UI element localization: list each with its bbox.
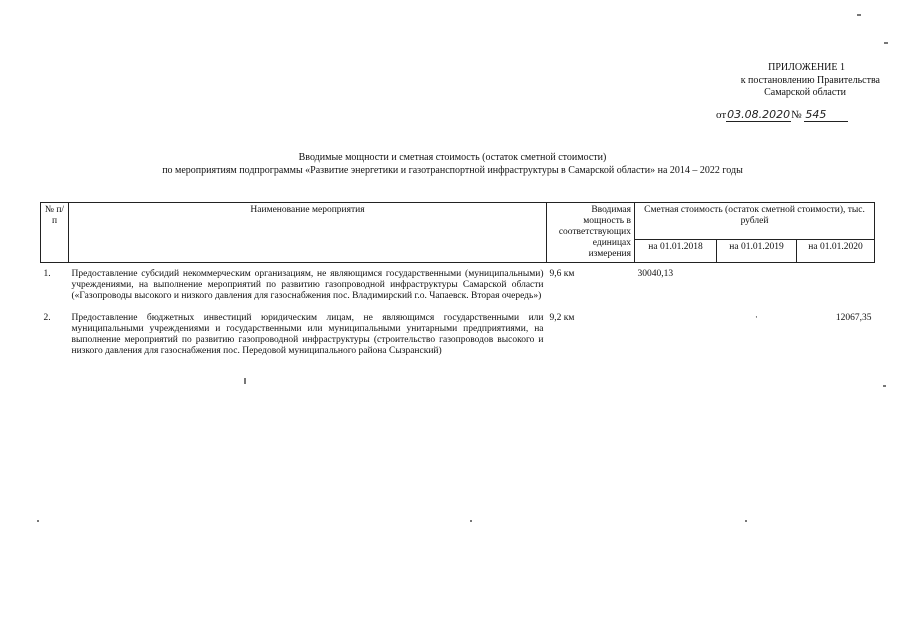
row-value-2018: [635, 302, 717, 357]
appendix-title: ПРИЛОЖЕНИЕ 1: [768, 62, 845, 73]
handwritten-number: 545: [804, 108, 848, 122]
header-2020: на 01.01.2020: [797, 240, 875, 263]
table-row: [41, 302, 875, 357]
row-num: 2.: [43, 313, 51, 323]
document-heading-line1: Вводимые мощности и сметная стоимость (остаток сметной стоимости): [298, 152, 607, 163]
number-prefix: №: [791, 109, 802, 121]
scan-speck: [745, 520, 747, 522]
row-value-2019: [717, 263, 797, 303]
scan-speck: [470, 520, 472, 522]
row-name: Предоставление бюджетных инвестиций юридическим лицам, не являющимся государственными или муниципальными учреждениями и государственными или муниципальными унитарными предприятиями, на выполнение мероприятий по развитию газопроводной инфраструктуры (строительство газопроводов высокого и низкого давления для газоснабжения пос. Передовой муниципального района Сызранский): [71, 313, 544, 356]
appendix-line-region: Самарской области: [764, 87, 846, 98]
scan-speck: [883, 385, 886, 387]
header-cost: Сметная стоимость (остаток сметной стоимости), тыс. рублей: [635, 203, 875, 240]
row-value-2019: ·: [754, 313, 759, 323]
appendix-block: [690, 62, 880, 100]
row-name: Предоставление субсидий некоммерческим организациям, не являющимся государственными (муниципальными) учреждениями, на выполнение мероприятий по развитию газопроводной инфраструктуры Самарской области («Газопроводы высокого и низкого давления для газоснабжения пос. Владимирский г.о. Чапаевск. Вторая очередь»): [71, 269, 544, 301]
table-row: [41, 263, 875, 303]
scan-speck: [884, 42, 888, 44]
row-capacity: 9,2 км: [549, 313, 575, 323]
scan-speck: [37, 520, 39, 522]
row-num: 1.: [43, 269, 51, 279]
row-value-2020: [797, 263, 875, 303]
row-value-2018: 30040,13: [637, 269, 674, 279]
appendix-line-resolution: к постановлению Правительства: [740, 74, 880, 86]
measures-table: [40, 202, 875, 357]
scan-speck: [244, 378, 246, 384]
header-2018: на 01.01.2018: [635, 240, 717, 263]
handwritten-date: 03.08.2020: [727, 108, 791, 121]
header-capacity: Вводимая мощность в соответствующих единицах измерения: [547, 203, 635, 263]
from-prefix: от: [716, 109, 727, 121]
scan-speck: [857, 14, 861, 16]
document-heading-line2: по мероприятиям подпрограммы «Развитие энергетики и газотранспортной инфраструктуры в Самарской области» на 2014 – 2022 годы: [162, 165, 743, 176]
table-header-row: [41, 203, 875, 240]
resolution-date-number: [716, 108, 848, 122]
header-2019: на 01.01.2019: [717, 240, 797, 263]
header-num: № п/п: [41, 203, 69, 263]
row-value-2020: 12067,35: [835, 313, 872, 323]
row-capacity: 9,6 км: [549, 269, 575, 279]
header-name: Наименование мероприятия: [69, 203, 547, 263]
